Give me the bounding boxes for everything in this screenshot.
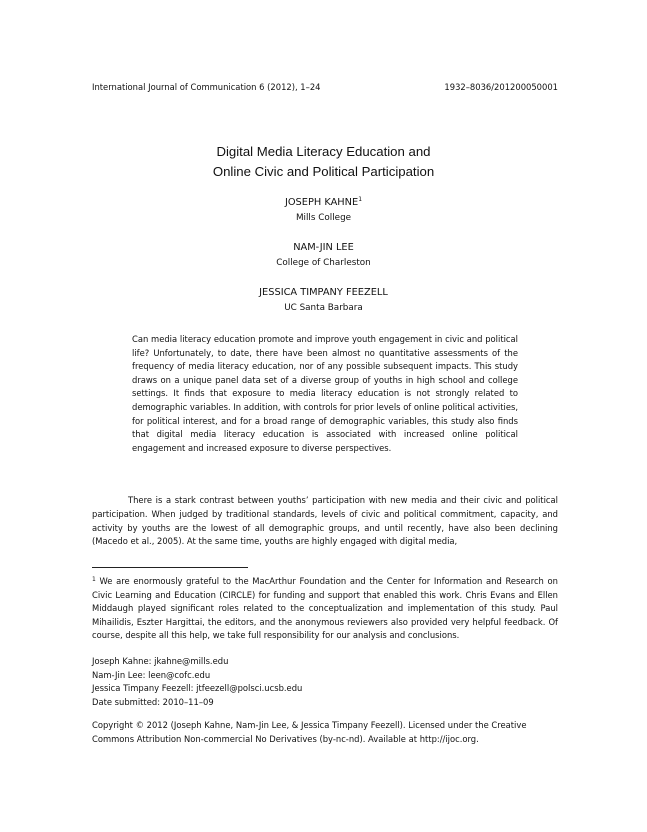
date-submitted: Date submitted: 2010–11–09 xyxy=(92,696,214,707)
abstract: Can media literacy education promote and improve youth engagement in civic and political life? Unfortunately, to date, there have been almost no quantitative assessments of the frequency of media literacy education, nor of any possible subsequent impacts. This study draws on a unique panel data set of a diverse group of youths in high school and college settings. It finds that exposure to media literacy education is not strongly related to demographic variables. In addition, with controls for prior levels of online political activities, for political interest, and for a broad range of demographic variables, this study also finds that digital media literacy education is associated with increased online political engagement and increased exposure to diverse perspectives. xyxy=(132,334,518,453)
contact-line: Joseph Kahne: jkahne@mills.edu xyxy=(92,656,229,666)
journal-citation: International Journal of Communication 6 (2012), 1–24 xyxy=(92,82,321,92)
author-block-1 xyxy=(0,196,647,223)
contact-line: Nam-Jin Lee: leen@cofc.edu xyxy=(92,669,211,680)
paper-title xyxy=(0,142,647,182)
author-name: NAM-JIN LEE xyxy=(293,242,354,253)
author-block-3 xyxy=(0,287,647,313)
title-line-2: Online Civic and Political Participation xyxy=(212,164,435,179)
footnote-marker: 1 xyxy=(92,576,96,583)
author-affiliation: Mills College xyxy=(295,213,352,223)
contact-line: Jessica Timpany Feezell: jtfeezell@polsci.ucsb.edu xyxy=(92,683,303,694)
author-block-2 xyxy=(0,242,647,268)
footnote-marker: 1 xyxy=(358,196,363,203)
body-paragraph: There is a stark contrast between youths’ participation with new media and their civic and political participation. When judged by traditional standards, levels of civic and political commitment, capacity, and activity by youths are the lowest of all demographic groups, and until recently, have also been declining (Macedo et al., 2005). At the same time, youths are highly engaged with digital media, xyxy=(92,495,558,547)
footnote-divider xyxy=(92,567,248,568)
title-line-1: Digital Media Literacy Education and xyxy=(216,144,431,159)
author-name: JOSEPH KAHNE xyxy=(284,197,359,208)
contact-list xyxy=(92,655,558,709)
document-id: 1932–8036/201200050001 xyxy=(444,82,558,92)
running-head xyxy=(92,82,558,92)
footnote-text: We are enormously grateful to the MacArthur Foundation and the Center for Information and Research on Civic Learning and Education (CIRCLE) for funding and support that enabled this work. Chris Evans and Ellen Middaugh played significant roles related to the conceptualization and implementation of this study. Paul Mihailidis, Eszter Hargittai, the editors, and the anonymous reviewers also provided very helpful feedback. Of course, despite all this help, we take full responsibility for our analysis and conclusions. xyxy=(92,576,558,641)
footnote xyxy=(92,573,558,643)
author-affiliation: UC Santa Barbara xyxy=(284,303,363,313)
copyright-notice: Copyright © 2012 (Joseph Kahne, Nam-Jin Lee, & Jessica Timpany Feezell). Licensed under the Creative Commons Attribution Non-commercial No Derivatives (by-nc-nd). Available at http://ijoc.org. xyxy=(92,720,527,744)
author-affiliation: College of Charleston xyxy=(276,258,371,268)
author-name: JESSICA TIMPANY FEEZELL xyxy=(259,287,388,298)
